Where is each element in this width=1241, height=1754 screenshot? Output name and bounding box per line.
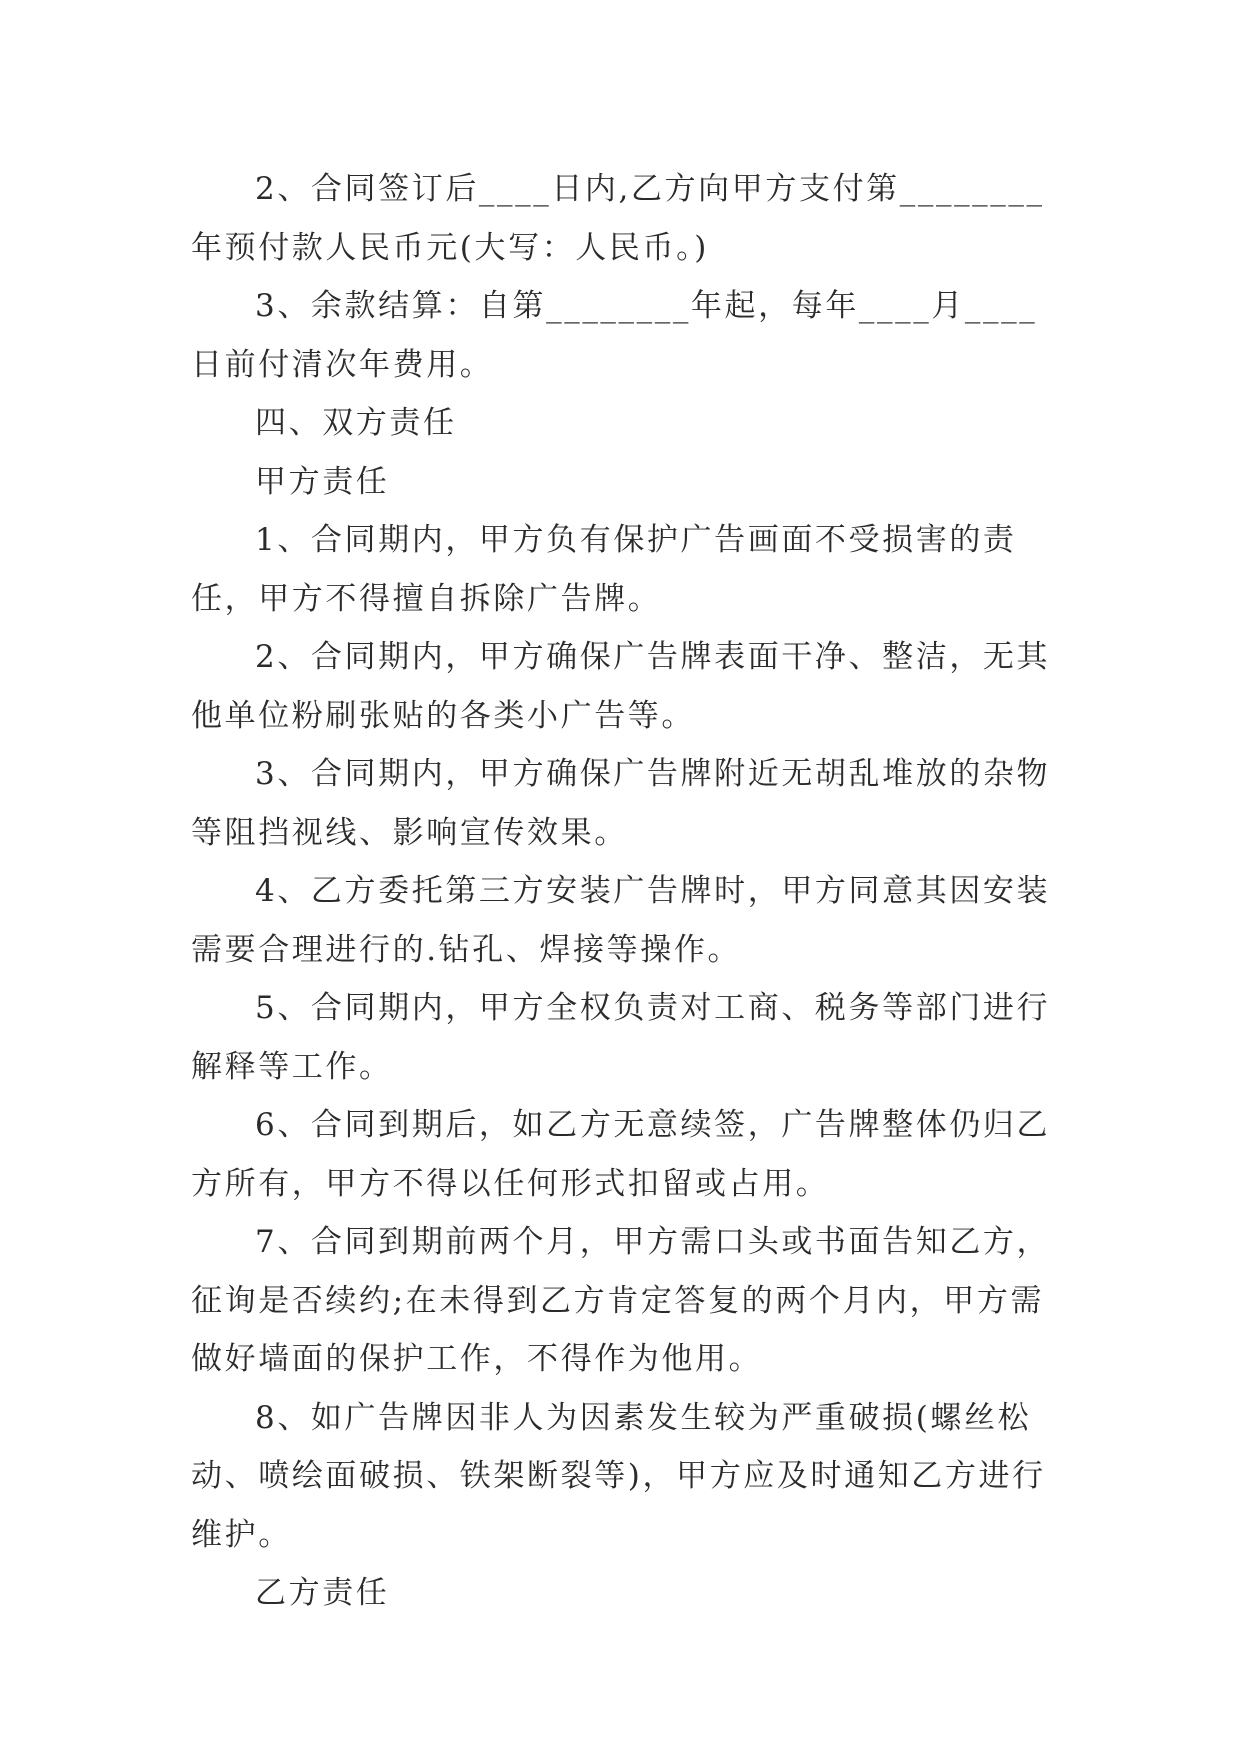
subheading-party-b: 乙方责任 xyxy=(255,1575,390,1611)
subheading-party-a: 甲方责任 xyxy=(255,463,390,500)
party-a-clause-3: 3、合同期内，甲方确保广告牌附近无胡乱堆放的杂物等阻挡视线、影响宣传效果。 xyxy=(191,756,1051,851)
party-a-clause-8: 8、如广告牌因非人为因素发生较为严重破损(螺丝松动、喷绘面破损、铁架断裂等)，甲方应及时通知乙方进行维护。 xyxy=(191,1399,1046,1553)
party-a-clause-2: 2、合同期内，甲方确保广告牌表面干净、整洁，无其他单位粉刷张贴的各类小广告等。 xyxy=(191,639,1051,734)
party-a-clause-5: 5、合同期内，甲方全权负责对工商、税务等部门进行解释等工作。 xyxy=(191,990,1051,1085)
party-a-clause-7: 7、合同到期前两个月，甲方需口头或书面告知乙方，征询是否续约;在未得到乙方肯定答复的两个月内，甲方需做好墙面的保护工作，不得作为他用。 xyxy=(191,1224,1051,1377)
clause-balance-settlement: 3、余款结算：自第________年起，每年____月____日前付清次年费用。 xyxy=(191,288,1038,383)
party-a-clause-6: 6、合同到期后，如乙方无意续签，广告牌整体仍归乙方所有，甲方不得以任何形式扣留或占用。 xyxy=(191,1107,1051,1202)
party-a-clause-1: 1、合同期内，甲方负有保护广告画面不受损害的责任，甲方不得擅自拆除广告牌。 xyxy=(191,522,1017,617)
party-a-clause-4: 4、乙方委托第三方安装广告牌时，甲方同意其因安装需要合理进行的.钻孔、焊接等操作。 xyxy=(191,873,1051,968)
document-body xyxy=(191,160,1051,1623)
clause-payment-advance: 2、合同签订后____日内,乙方向甲方支付第________年预付款人民币元(大写：人民币。) xyxy=(191,171,1045,266)
section-heading-responsibilities: 四、双方责任 xyxy=(255,405,457,441)
